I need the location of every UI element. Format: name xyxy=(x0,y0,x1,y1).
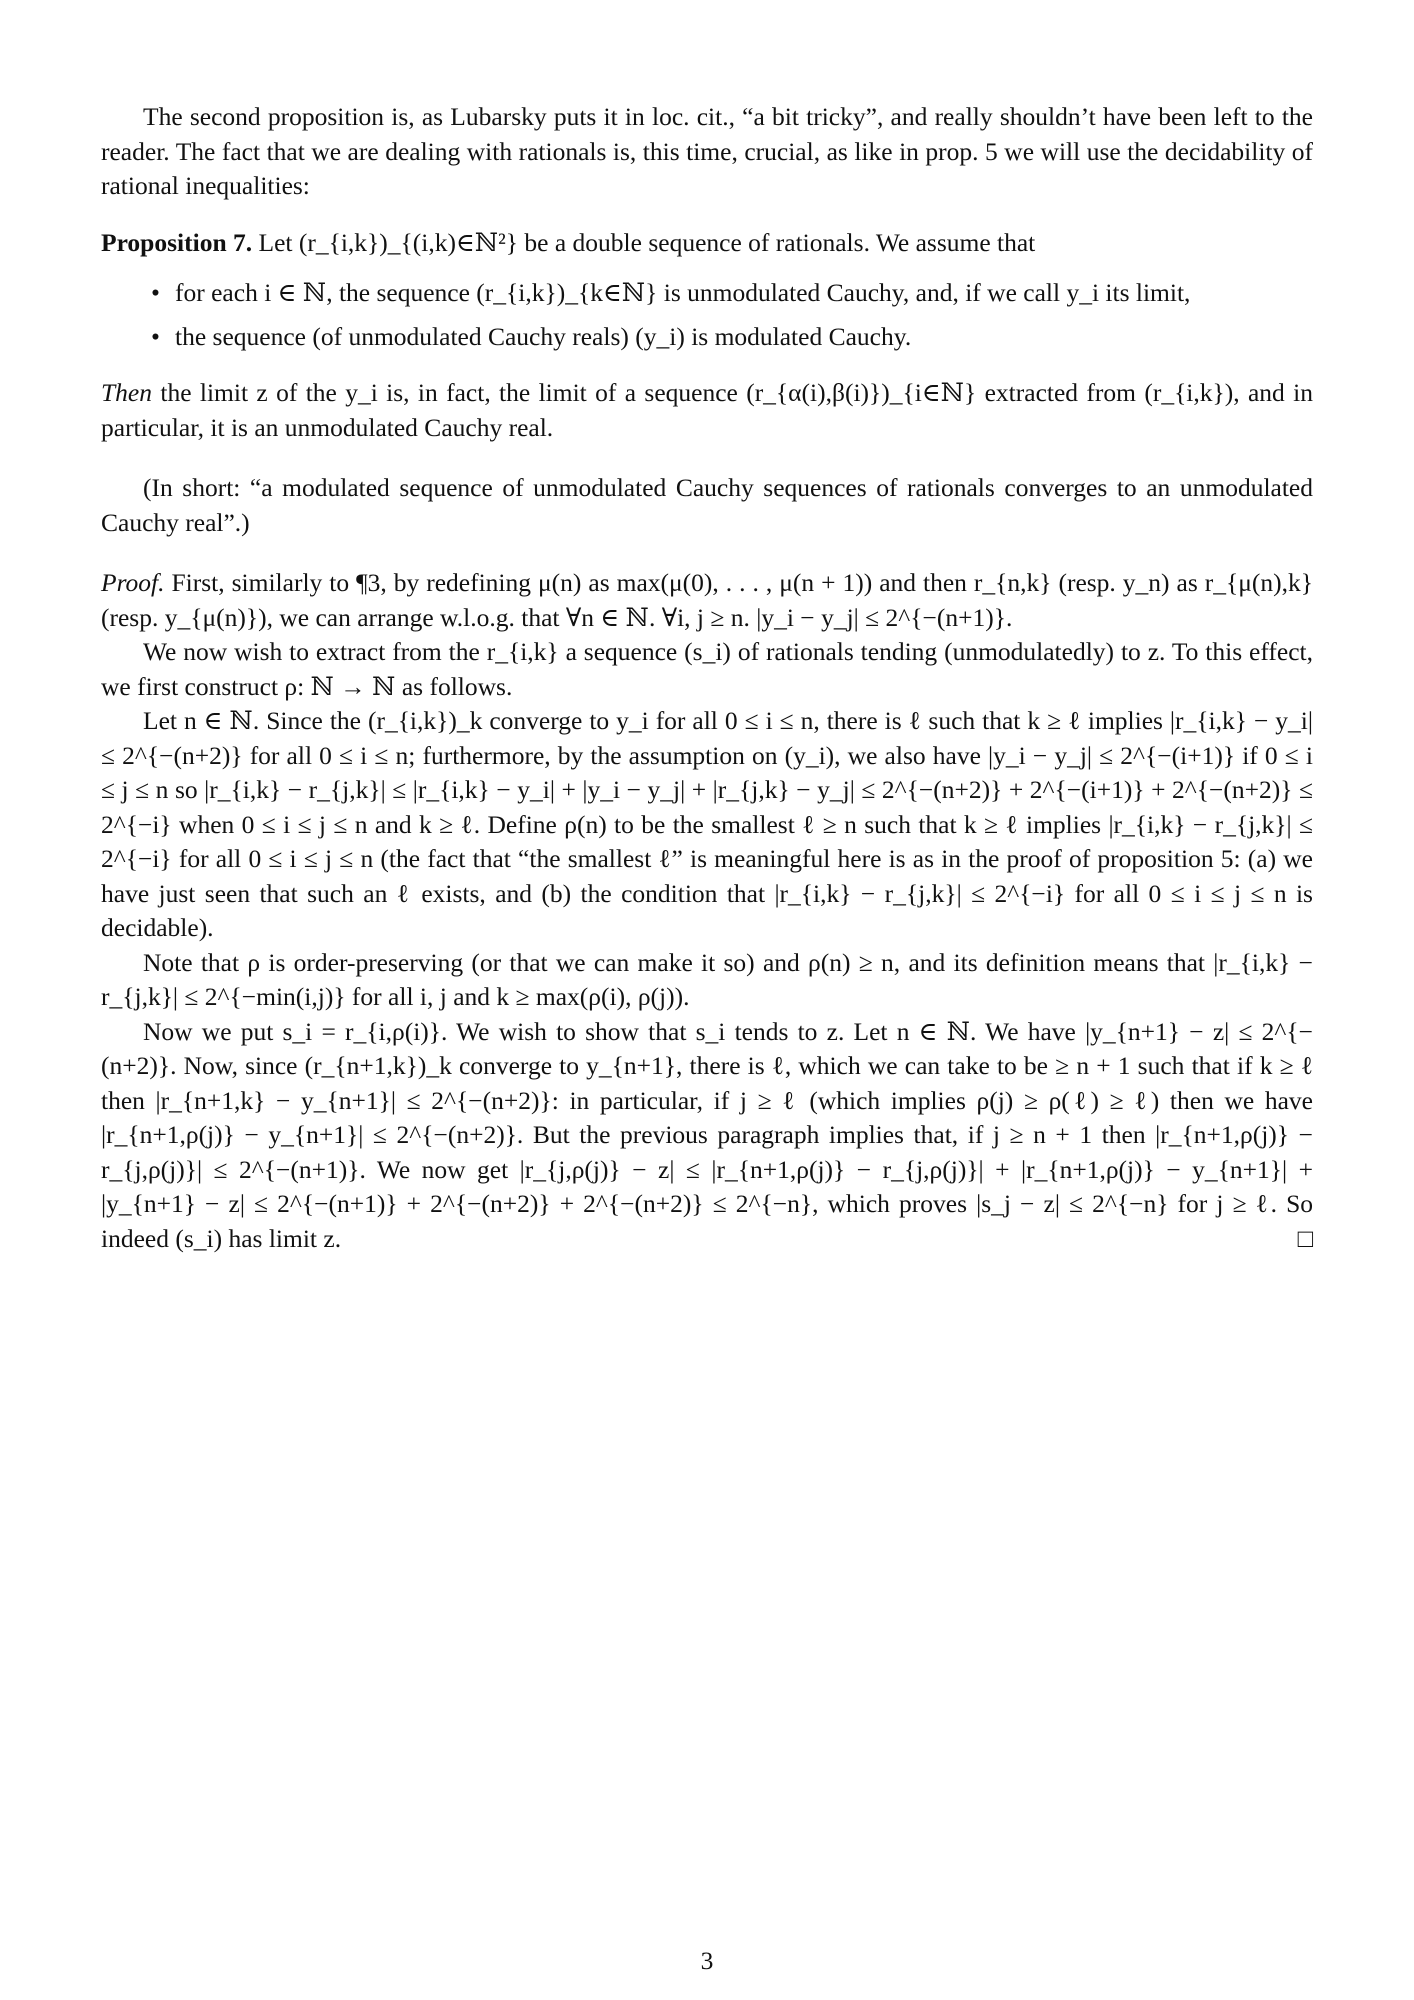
page-body xyxy=(101,100,1313,1256)
proof-paragraph-5 xyxy=(101,1015,1313,1257)
page-number: 3 xyxy=(700,1946,714,1975)
proof-paragraph-2: We now wish to extract from the r_{i,k} a sequence (s_i) of rationals tending (unmodulatedly) to z. To this effect, we first construct ρ: ℕ → ℕ as follows. xyxy=(101,637,1313,701)
assumption-list xyxy=(101,276,1313,354)
proof-paragraph-3: Let n ∈ ℕ. Since the (r_{i,k})_k converge to y_i for all 0 ≤ i ≤ n, there is ℓ such that k ≥ ℓ implies |r_{i,k} − y_i| ≤ 2^{−(n+2)} for all 0 ≤ i ≤ n; furthermore, by the assumption on (y_i), we also have |y_i − y_j| ≤ 2^{−(i+1)} if 0 ≤ i ≤ j ≤ n so |r_{i,k} − r_{j,k}| ≤ |r_{i,k} − y_i| + |y_i − y_j| + |r_{j,k} − y_j| ≤ 2^{−(n+2)} + 2^{−(i+1)} + 2^{−(n+2)} ≤ 2^{−i} when 0 ≤ i ≤ j ≤ n and k ≥ ℓ. Define ρ(n) to be the smallest ℓ ≥ n such that k ≥ ℓ implies |r_{i,k} − r_{j,k}| ≤ 2^{−i} for all 0 ≤ i ≤ j ≤ n (the fact that “the smallest ℓ” is meaningful here is as in the proof of proposition 5: (a) we have just seen that such an ℓ exists, and (b) the condition that |r_{i,k} − r_{j,k}| ≤ 2^{−i} for all 0 ≤ i ≤ j ≤ n is decidable). xyxy=(101,706,1313,942)
proof-text-5: Now we put s_i = r_{i,ρ(i)}. We wish to show that s_i tends to z. Let n ∈ ℕ. We have |y_{n+1} − z| ≤ 2^{−(n+2)}. Now, since (r_{n+1,k})_k converge to y_{n+1}, there is ℓ, which we can take to be ≥ n + 1 such that if k ≥ ℓ then |r_{n+1,k} − y_{n+1}| ≤ 2^{−(n+2)}: in particular, if j ≥ ℓ (which implies ρ(j) ≥ ρ(ℓ) ≥ ℓ) then we have |r_{n+1,ρ(j)} − y_{n+1}| ≤ 2^{−(n+2)}. But the previous paragraph implies that, if j ≥ n + 1 then |r_{n+1,ρ(j)} − r_{j,ρ(j)}| ≤ 2^{−(n+1)}. We now get |r_{j,ρ(j)} − z| ≤ |r_{n+1,ρ(j)} − r_{j,ρ(j)}| + |r_{n+1,ρ(j)} − y_{n+1}| + |y_{n+1} − z| ≤ 2^{−(n+1)} + 2^{−(n+2)} + 2^{−(n+2)} ≤ 2^{−n}, which proves |s_j − z| ≤ 2^{−n} for j ≥ ℓ. So indeed (s_i) has limit z. xyxy=(101,1016,1313,1253)
in-short-paragraph: (In short: “a modulated sequence of unmodulated Cauchy sequences of rationals converges to an unmodulated Cauchy real”.) xyxy=(101,473,1313,537)
then-word: Then xyxy=(101,378,152,407)
proposition-text: Let (r_{i,k})_{(i,k)∈ℕ²} be a double sequence of rationals. We assume that xyxy=(258,227,1036,257)
proof-paragraph-1 xyxy=(101,566,1313,635)
conclusion-text: the limit z of the y_i is, in fact, the limit of a sequence (r_{α(i),β(i)})_{i∈ℕ} extracted from (r_{i,k}), and in particular, it is an unmodulated Cauchy real. xyxy=(101,378,1314,442)
proof-text-1: First, similarly to ¶3, by redefining μ(n) as max(μ(0), . . . , μ(n + 1)) and then r_{n,k} (resp. y_n) as r_{μ(n),k} (resp. y_{μ(n)}), we can arrange w.l.o.g. that ∀n ∈ ℕ. ∀i, j ≥ n. |y_i − y_j| ≤ 2^{−(n+1)}. xyxy=(101,568,1313,632)
qed-symbol: □ xyxy=(1297,1223,1313,1253)
assumption-item: • the sequence (of unmodulated Cauchy reals) (y_i) is modulated Cauchy. xyxy=(151,320,1313,355)
proof-label: Proof. xyxy=(101,568,165,597)
proposition-label: Proposition 7. xyxy=(101,227,253,257)
proposition-statement xyxy=(101,226,1313,261)
proof-paragraph-4: Note that ρ is order-preserving (or that we can make it so) and ρ(n) ≥ n, and its definition means that |r_{i,k} − r_{j,k}| ≤ 2^{−min(i,j)} for all i, j and k ≥ max(ρ(i), ρ(j)). xyxy=(101,947,1313,1011)
intro-paragraph: The second proposition is, as Lubarsky puts it in loc. cit., “a bit tricky”, and really shouldn’t have been left to the reader. The fact that we are dealing with rationals is, this time, crucial, as like in prop. 5 we will use the decidability of rational inequalities: xyxy=(101,102,1313,200)
proposition-conclusion xyxy=(101,376,1313,445)
assumption-item: • for each i ∈ ℕ, the sequence (r_{i,k})_{k∈ℕ} is unmodulated Cauchy, and, if we call y_i its limit, xyxy=(151,276,1313,311)
